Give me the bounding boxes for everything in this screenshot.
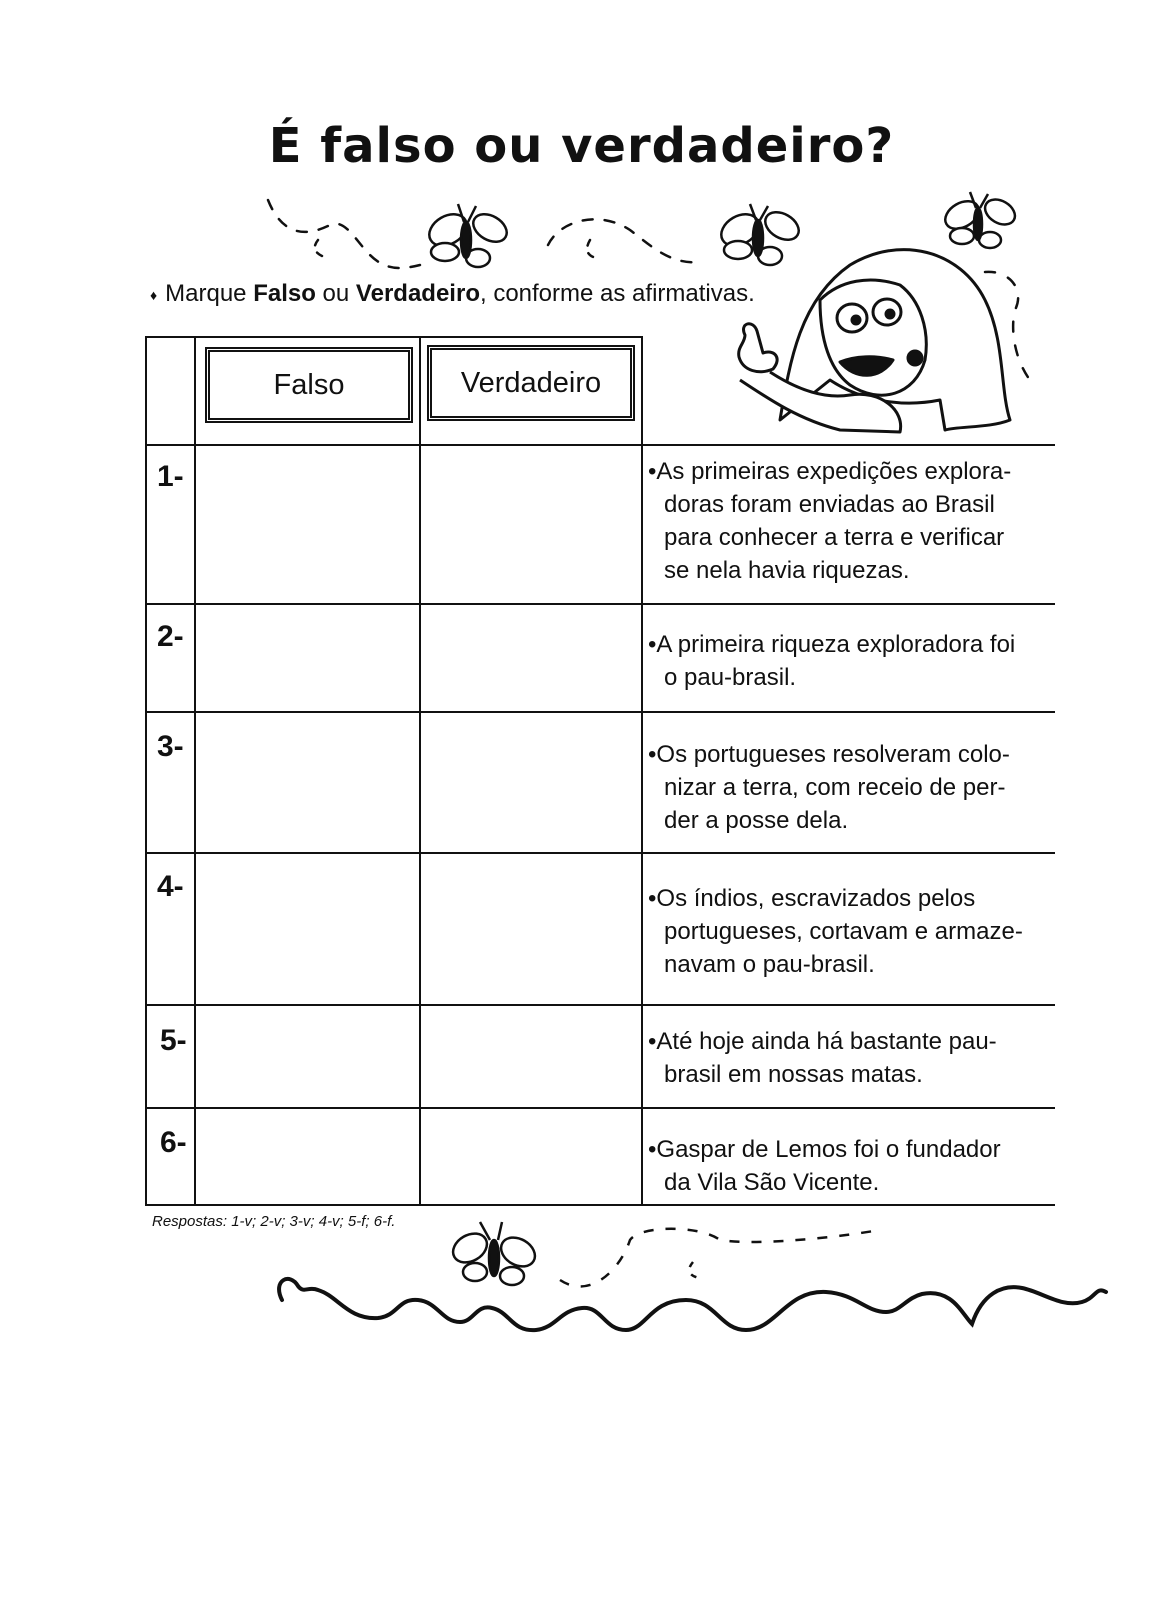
verdadeiro-cell-5[interactable] xyxy=(422,1007,640,1106)
falso-cell-1[interactable] xyxy=(197,447,418,602)
row-number: 6- xyxy=(160,1126,187,1159)
diamond-bullet-icon: ♦ xyxy=(150,286,158,303)
falso-cell-6[interactable] xyxy=(197,1110,418,1203)
falso-cell-2[interactable] xyxy=(197,606,418,710)
statement-4: •Os índios, escravizados pelos portugueses, cortavam e armaze- navam o pau-brasil. xyxy=(648,885,1023,978)
falso-cell-5[interactable] xyxy=(197,1007,418,1106)
row-number: 2- xyxy=(157,620,184,653)
statement-5: •Até hoje ainda há bastante pau- brasil em nossas matas. xyxy=(648,1028,997,1088)
row-number: 4- xyxy=(157,870,184,903)
butterfly-icon xyxy=(448,1222,540,1285)
verdadeiro-cell-2[interactable] xyxy=(422,606,640,710)
instruction: ♦ Marque Falso ou Verdadeiro, conforme as afirmativas. xyxy=(150,280,755,307)
row-number: 5- xyxy=(160,1024,187,1057)
statement-2: •A primeira riqueza exploradora foi o pau-brasil. xyxy=(648,631,1016,691)
verdadeiro-cell-3[interactable] xyxy=(422,714,640,851)
answer-key: Respostas: 1-v; 2-v; 3-v; 4-v; 5-f; 6-f. xyxy=(152,1213,396,1230)
verdadeiro-cell-4[interactable] xyxy=(422,855,640,1003)
row-number: 3- xyxy=(157,730,184,763)
falso-cell-3[interactable] xyxy=(197,714,418,851)
header-verdadeiro: Verdadeiro xyxy=(427,345,635,421)
girl-illustration xyxy=(739,250,1010,432)
butterfly-icon xyxy=(424,204,512,267)
statement-3: •Os portugueses resolveram colo- nizar a terra, com receio de per- der a posse dela. xyxy=(648,741,1010,834)
header-falso: Falso xyxy=(205,347,413,423)
row-number: 1- xyxy=(157,460,184,493)
statement-6: •Gaspar de Lemos foi o fundador da Vila São Vicente. xyxy=(648,1136,1001,1196)
butterfly-icon xyxy=(940,192,1019,248)
bushes-decoration xyxy=(279,1279,1106,1330)
page-title: É falso ou verdadeiro? xyxy=(268,118,895,174)
statement-1: •As primeiras expedições explora- doras foram enviadas ao Brasil para conhecer a terra e verificar se nela havia riquezas. xyxy=(648,458,1012,584)
verdadeiro-cell-6[interactable] xyxy=(422,1110,640,1203)
falso-cell-4[interactable] xyxy=(197,855,418,1003)
butterfly-icon xyxy=(716,204,804,265)
verdadeiro-cell-1[interactable] xyxy=(422,447,640,602)
